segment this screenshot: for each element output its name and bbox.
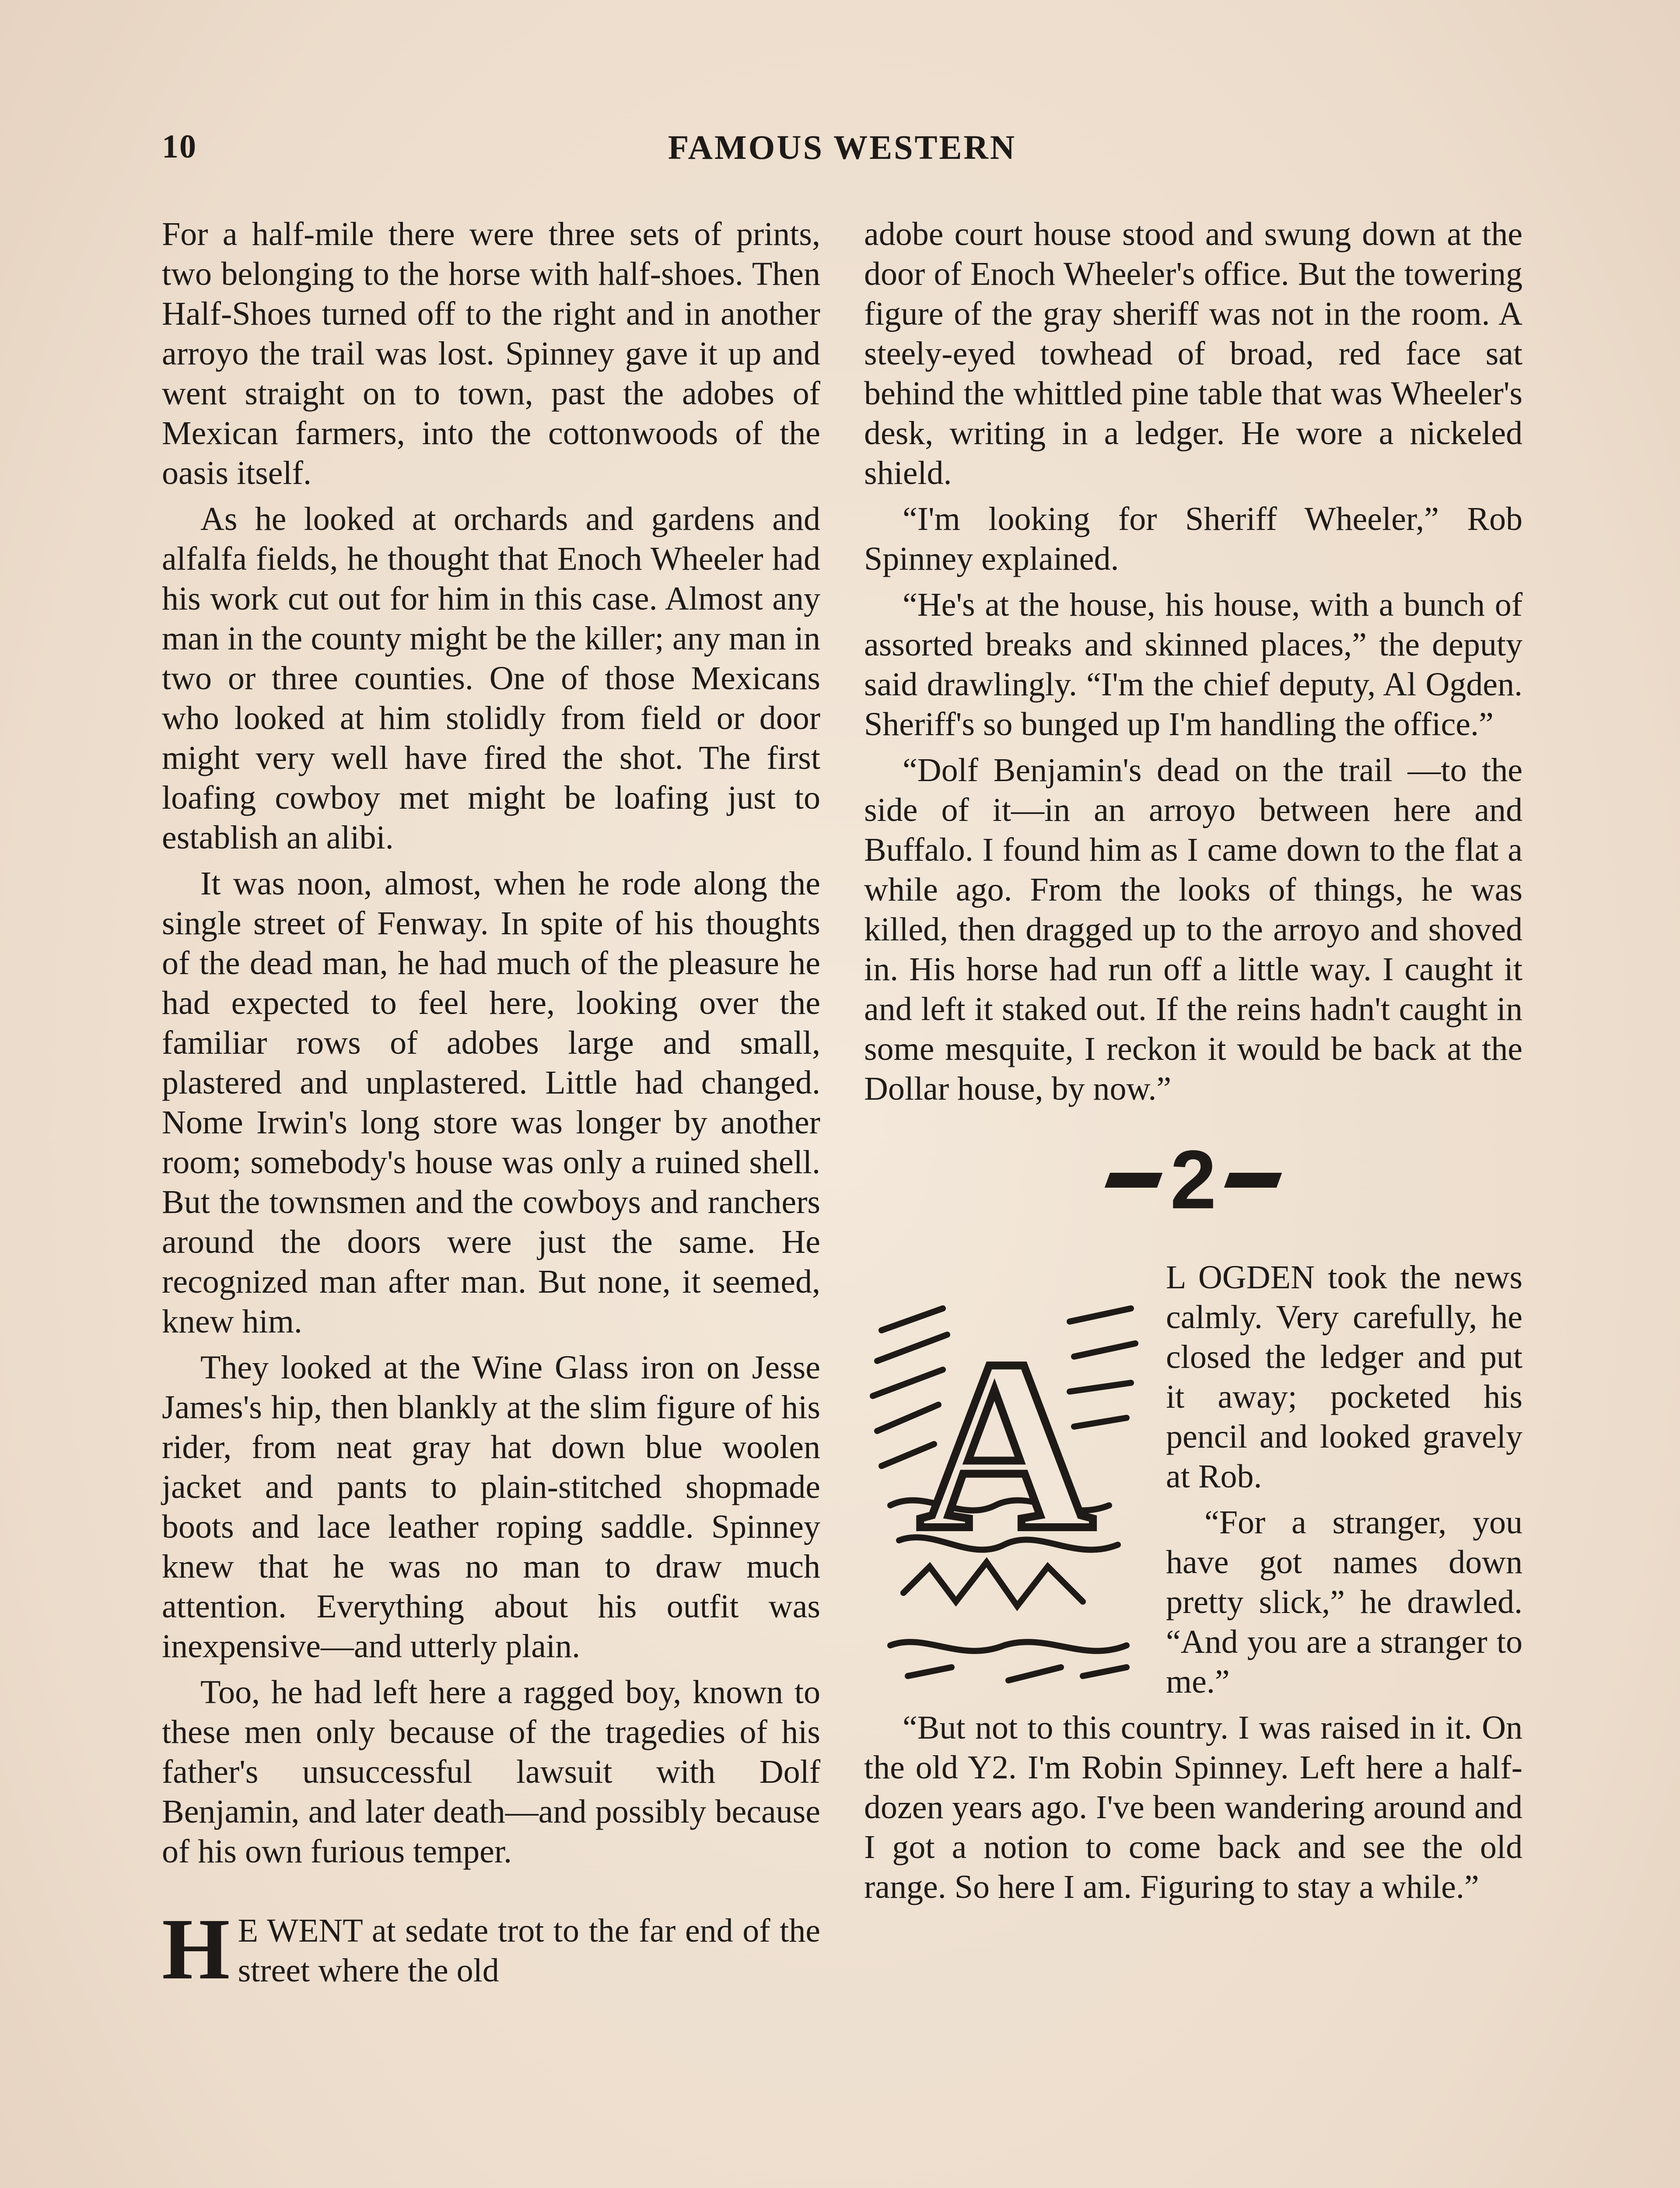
page-number: 10	[162, 128, 197, 165]
paragraph: They looked at the Wine Glass iron on Jesse James's hip, then blankly at the slim figure of his rider, from neat gray hat down blue woolen jacket and pants to plain-stitched shopmade boots and lace leather roping saddle. Spinney knew that he was no man to draw much attention. Everything about his outfit was inexpensive—and utterly plain.	[162, 1349, 820, 1665]
illustrated-initial-icon	[864, 1260, 1148, 1698]
svg-text:A: A	[917, 1309, 1095, 1581]
right-column	[864, 214, 1522, 1913]
paragraph: adobe court house stood and swung down at the door of Enoch Wheeler's office. But the towering figure of the gray sheriff was not in the room. A steely-eyed towhead of broad, red face sat behind the whittled pine table that was Wheeler's desk, writing in a ledger. He wore a nickeled shield.	[864, 216, 1522, 491]
paragraph: “For a stranger, you have got names down pretty slick,” he drawled. “And you are a stranger to me.”	[1166, 1504, 1522, 1700]
drop-cap-letter: H	[162, 1901, 230, 1998]
paragraph: Too, he had left here a ragged boy, known to these men only because of the tragedies of his father's unsuccessful lawsuit with Dolf Benjamin, and later death—and possibly because of his own furious temper.	[162, 1674, 820, 1870]
left-column	[162, 214, 820, 1997]
heading-dash-left	[1104, 1173, 1162, 1188]
paragraph: As he looked at orchards and gardens and alfalfa fields, he thought that Enoch Wheeler had his work cut out for him in this case. Almost any man in the county might be the killer; any man in two or three counties. One of those Mexicans who looked at him stolidly from field or door might very well have fired the shot. The first loafing cowboy met might be loafing just to establish an alibi.	[162, 501, 820, 856]
running-title: FAMOUS WESTERN	[668, 128, 1017, 166]
paragraph: For a half-mile there were three sets of prints, two belonging to the horse with half-shoes. Then Half-Shoes turned off to the right and in another arroyo the trail was lost. Spinney gave it up and went straight on to town, past the adobes of Mexican farmers, into the cottonwoods of the oasis itself.	[162, 216, 820, 491]
paragraph: It was noon, almost, when he rode along the single street of Fenway. In spite of his thoughts of the dead man, he had much of the pleasure he had expected to feel here, looking over the familiar rows of adobes large and small, plastered and unplastered. Little had changed. Nome Irwin's long store was longer by another room; somebody's house was only a ruined shell. But the townsmen and the cowboys and ranchers around the doors were just the same. He recognized man after man. But none, it seemed, knew him.	[162, 865, 820, 1340]
page-header	[162, 128, 1522, 176]
paragraph-text: E WENT at sedate trot to the far end of the street where the old	[238, 1912, 820, 1989]
chapter-number: 2	[1170, 1133, 1217, 1227]
paragraph: “I'm looking for Sheriff Wheeler,” Rob Spinney explained.	[864, 501, 1522, 577]
dropcap-paragraph	[162, 1901, 820, 1998]
paragraph: L OGDEN took the news calmly. Very carefully, he closed the ledger and put it away; pocketed his pencil and looked gravely at Rob.	[1166, 1259, 1522, 1495]
paragraph: “But not to this country. I was raised in it. On the old Y2. I'm Robin Spinney. Left here a half-dozen years ago. I've been wandering around and I got a notion to come back and see the old range. So here I am. Figuring to stay a while.”	[864, 1709, 1522, 1905]
illustrated-initial-a	[864, 1260, 1148, 1698]
paragraph: “Dolf Benjamin's dead on the trail —to the side of it—in an arroyo between here and Buffalo. I found him as I came down to the flat a while ago. From the looks of things, he was killed, then dragged up to the arroyo and shoved in. His horse had run off a little way. I caught it and left it staked out. If the reins hadn't caught in some mesquite, I reckon it would be back at the Dollar house, by now.”	[864, 752, 1522, 1107]
heading-dash-right	[1224, 1173, 1282, 1188]
chapter-number-heading	[864, 1133, 1522, 1227]
paragraph: “He's at the house, his house, with a bunch of assorted breaks and skinned places,” the deputy said drawlingly. “I'm the chief deputy, Al Ogden. Sheriff's so bunged up I'm handling the office.”	[864, 586, 1522, 743]
